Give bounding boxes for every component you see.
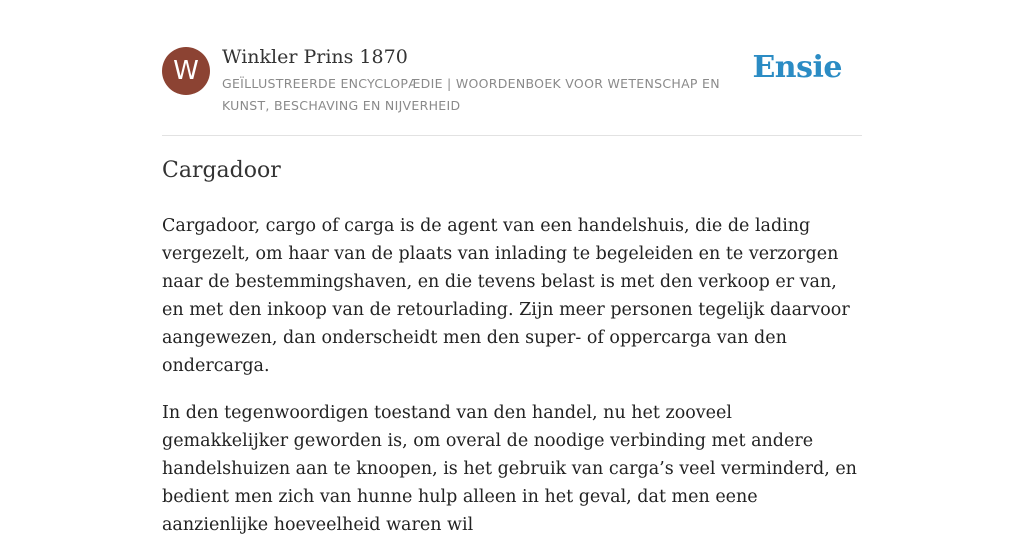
source-header xyxy=(162,44,862,136)
entry-paragraph: Cargadoor, cargo of carga is de agent van een handelshuis, die de lading vergezelt, om haar van de plaats van inlading te begeleiden en te verzorgen naar de bestemmingshaven, en die tevens belast is met den verkoop er van, en met den inkoop van de retourlading. Zijn meer personen tegelijk daarvoor aangewezen, dan onderscheidt men den super- of oppercarga van den ondercarga. xyxy=(162,216,850,376)
ensie-logo[interactable]: Ensie xyxy=(752,50,842,85)
entry-body xyxy=(162,212,862,558)
entry-paragraph: In den tegenwoordigen toestand van den handel, nu het zooveel gemakkelijker geworden is, om overal de noodige verbinding met andere handelshuizen aan te knoopen, is het gebruik van carga’s veel verminderd, en bedient men zich van hunne hulp alleen in het geval, dat men eene aanzienlijke hoeveelheid waren wil xyxy=(162,403,857,535)
source-title[interactable]: Winkler Prins 1870 xyxy=(222,46,408,68)
source-avatar[interactable]: W xyxy=(162,47,210,95)
entry-title: Cargadoor xyxy=(162,158,281,183)
source-subtitle: GEÏLLUSTREERDE ENCYCLOPÆDIE | WOORDENBOEK VOOR WETENSCHAP EN KUNST, BESCHAVING EN NIJVERHEID xyxy=(222,76,720,113)
